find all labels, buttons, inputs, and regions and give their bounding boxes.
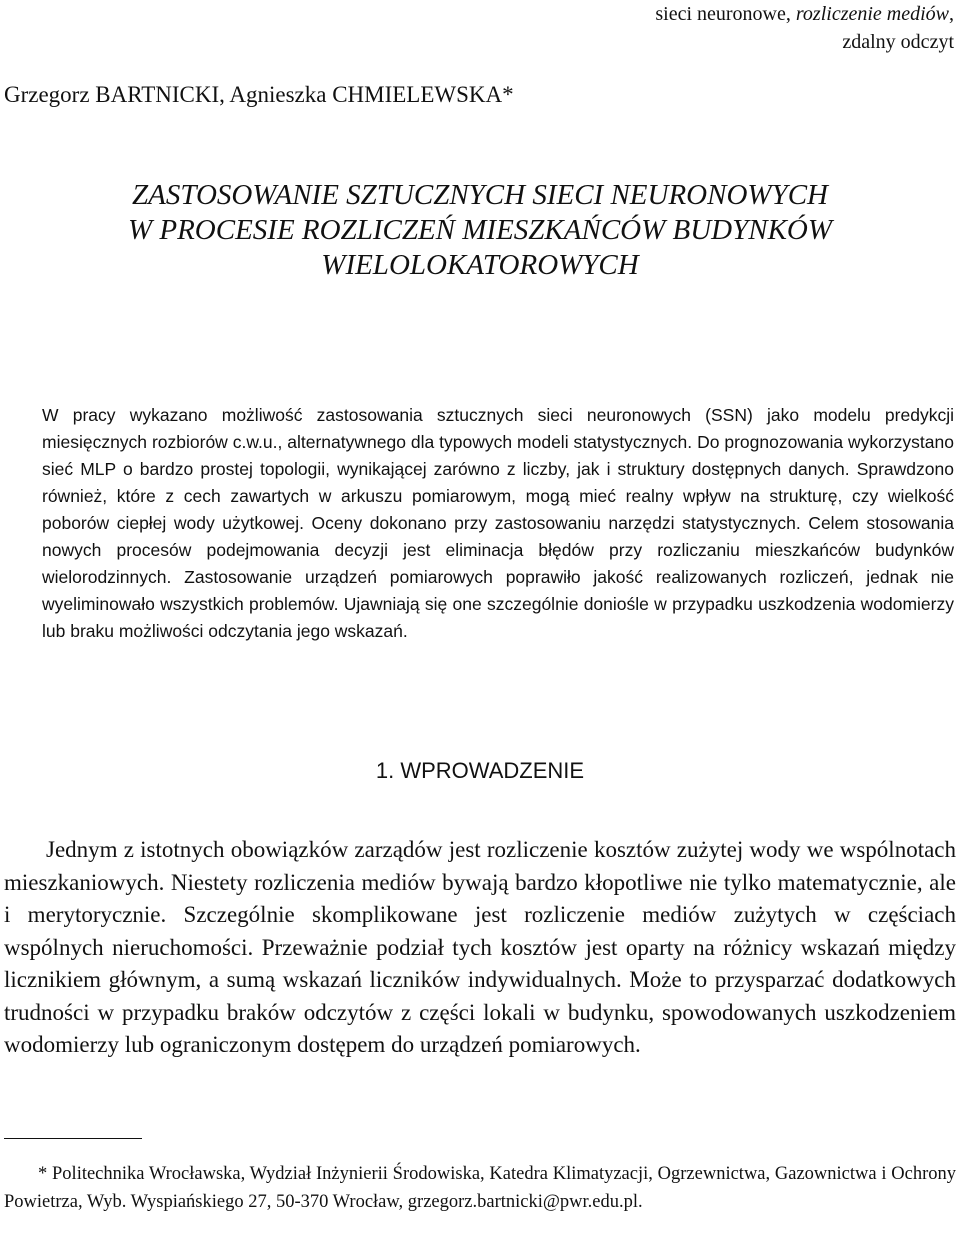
keywords-line-1	[534, 0, 954, 28]
section-heading: 1. WPROWADZENIE	[375, 758, 585, 783]
title-line-3: WIELOLOKATOROWYCH	[321, 249, 639, 281]
paper-title	[0, 178, 960, 283]
abstract: W pracy wykazano możliwość zastosowania sztucznych sieci neuronowych (SSN) jako modelu predykcji miesięcznych rozbiorów c.w.u., alternatywnego dla typowych modeli statystycznych. Do prognozowania wykorzystano sieć MLP o bardzo prostej topologii, wynikającej zarówno z liczby, jak i struktury dostępnych danych. Sprawdzono również, które z cech zawartych w arkuszu pomiarowym, mogą mieć realny wpływ na strukturę, czy wielkość poborów ciepłej wody użytkowej. Oceny dokonano przy zastosowaniu narzędzi statystycznych. Celem stosowania nowych procesów podejmowania decyzji jest eliminacja błędów przy rozliczaniu mieszkańców budynków wielorodzinnych. Zastosowanie urządzeń pomiarowych poprawiło jakość realizowanych rozliczeń, jednak nie wyeliminowało wszystkich problemów. Ujawniają się one szczególnie doniośle w przypadku uszkodzenia wodomierzy lub braku możliwości odczytania jego wskazań.	[42, 405, 954, 641]
keywords-comma: ,	[949, 3, 954, 25]
footnote: * Politechnika Wrocławska, Wydział Inżynierii Środowiska, Katedra Klimatyzacji, Ogrzewnictwa, Gazownictwa i Ochrony Powietrza, Wyb. Wyspiańskiego 27, 50-370 Wrocław, grzegorz.bartnicki@pwr.edu.pl.	[4, 1164, 956, 1212]
authors: Grzegorz BARTNICKI, Agnieszka CHMIELEWSKA*	[4, 82, 514, 107]
keywords-plain: sieci neuronowe,	[655, 3, 796, 25]
title-line-1: ZASTOSOWANIE SZTUCZNYCH SIECI NEURONOWYCH	[132, 179, 828, 211]
keywords-italic: rozliczenie mediów	[795, 3, 949, 25]
keywords	[534, 0, 954, 56]
intro-paragraph: Jednym z istotnych obowiązków zarządów jest rozliczenie kosztów zużytej wody we wspólnotach mieszkaniowych. Niestety rozliczenia mediów bywają bardzo kłopotliwe nie tylko matematycznie, ale i merytorycznie. Szczególnie skomplikowane jest rozliczenie mediów zużytych w częściach wspólnych nieruchomości. Przeważnie podział tych kosztów jest oparty na różnicy wskazań między licznikiem głównym, a sumą wskazań liczników indywidualnych. Może to przysparzać dodatkowych trudności w przypadku braków odczytów z części lokali w budynku, spowodowanych uszkodzeniem wodomierzy lub ograniczonym dostępem do urządzeń pomiarowych.	[4, 837, 956, 1057]
title-line-2: W PROCESIE ROZLICZEŃ MIESZKAŃCÓW BUDYNKÓW	[127, 214, 833, 246]
footnote-divider	[4, 1138, 142, 1139]
keywords-line-2: zdalny odczyt	[842, 31, 954, 53]
